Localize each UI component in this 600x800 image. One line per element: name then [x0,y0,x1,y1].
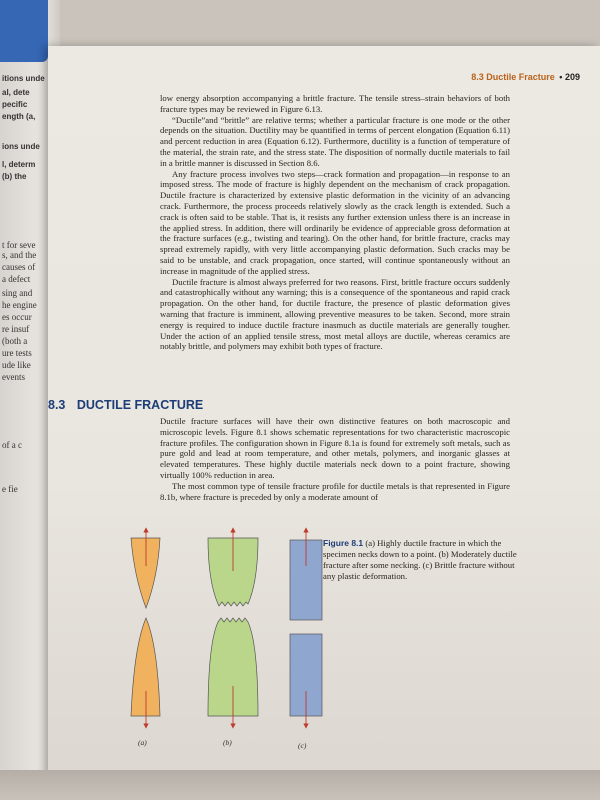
header-page-number: 209 [564,72,580,82]
running-header [471,72,580,82]
paragraph: low energy absorption accompanying a brittle fracture. The tensile stress–strain behaviors of both fracture types may be reviewed in Figure 6.13. [160,93,510,114]
figure-caption-label: Figure 8.1 [323,538,364,548]
figure-caption-text: (a) Highly ductile fracture in which the specimen necks down to a point. (b) Moderately ductile fracture after some necking. (c) Brittle fracture without any plastic deformation. [323,538,517,581]
body-text-bottom [160,416,510,502]
previous-page-text-fragment: itions unde [2,74,45,83]
section-title: DUCTILE FRACTURE [76,398,204,412]
paragraph: The most common type of tensile fracture profile for ductile metals is that represented in Figure 8.1b, where fracture is preceded by only a moderate amount of [160,480,510,502]
paragraph: Any fracture process involves two steps—crack formation and propagation—in response to an imposed stress. The mode of fracture is highly dependent on the mechanism of crack propagation. Ductile fracture is characterized by extensive plastic deformation in the vicinity of an advancing crack. Furthermore, the process proceeds relatively slowly as the crack length is extended. Such a crack is often said to be stable. That is, it resists any further extension unless there is an increase in the applied stress. In addition, there will ordinarily be evidence of appreciable gross deformation at the fracture surfaces (e.g., twisting and tearing). On the other hand, for brittle fracture, cracks may spread extremely rapidly, with very little accompanying plastic deformation. Such cracks may be said to be unstable, and crack propagation, once started, will continue spontaneously without an increase in magnitude of the applied stress. [160,168,510,276]
panel-label-b: (b) [223,738,232,747]
paragraph: Ductile fracture surfaces will have their own distinctive features on both macroscopic and microscopic levels. Figure 8.1 shows schematic representations for two characteristic macroscopic fracture profiles. The configuration shown in Figure 8.1a is found for extremely soft metals, such as pure gold and lead at room temperature, and other metals, polymers, and inorganic glasses at elevated temperatures. These highly ductile materials neck down to a point fracture, showing virtually 100% reduction in area. [160,416,510,480]
previous-page-text-fragment: (b) the [2,172,27,181]
previous-page-text-fragment: ength (a, [2,112,36,121]
previous-page-text-fragment: s, and the [2,250,37,260]
previous-page-text-fragment: re insuf [2,324,30,334]
textbook-page [48,46,600,776]
paragraph: “Ductile”and “brittle” are relative terms; whether a particular fracture is one mode or the other depends on the situation. Ductility may be quantified in terms of percent elongation (Equation 6.11) and percent reduction in area (Equation 6.12). Furthermore, ductility is a function of temperature of the material, the strain rate, and the stress state. The disposition of normally ductile materials to fail in a brittle manner is discussed in Section 8.6. [160,114,510,168]
previous-page-text-fragment: of a c [2,440,22,450]
previous-page-text-fragment: he engine [2,300,37,310]
panel-label-c: (c) [298,741,307,750]
previous-page-text-fragment: (both a [2,336,28,346]
table-surface [0,770,600,800]
header-separator: • [559,72,563,82]
paragraph: Ductile fracture is almost always preferred for two reasons. First, brittle fracture occurs suddenly and catastrophically without any warning; this is a consequence of the spontaneous and rapid crack propagation. On the other hand, for ductile fracture, the presence of plastic deformation gives warning that fracture is imminent, allowing preventive measures to be taken. Second, more strain energy is required to induce ductile fracture inasmuch as ductile materials are generally tougher. Under the action of an applied tensile stress, most metal alloys are ductile, whereas ceramics are notably brittle, and polymers may exhibit both types of fracture. [160,276,510,352]
previous-page-text-fragment: pecific [2,100,28,109]
body-text-top [160,93,510,352]
previous-page-text-fragment: l, determ [2,160,36,169]
previous-page-text-fragment: al, dete [2,88,30,97]
section-number: 8.3 [48,398,66,412]
specimen-a-bottom [131,618,160,716]
previous-page-text-fragment: causes of [2,262,36,272]
previous-page-text-fragment: e fie [2,484,18,494]
header-section: 8.3 Ductile Fracture [471,72,555,82]
previous-page-text-fragment: ions unde [2,142,40,151]
previous-page-text-fragment: events [2,372,25,382]
section-heading [48,398,203,412]
previous-page-text-fragment: ude like [2,360,31,370]
previous-page-color-block [0,0,48,62]
previous-page-text-fragment: a defect [2,274,31,284]
figure-8-1-diagram [118,526,348,746]
previous-page-text-fragment: sing and [2,288,33,298]
figure-caption [323,538,523,582]
panel-label-a: (a) [138,738,147,747]
previous-page-text-fragment: ure tests [2,348,32,358]
previous-page-text-fragment: es occur [2,312,32,322]
previous-page-text-fragment: t for seve [2,240,36,250]
specimen-a-top [131,538,160,608]
